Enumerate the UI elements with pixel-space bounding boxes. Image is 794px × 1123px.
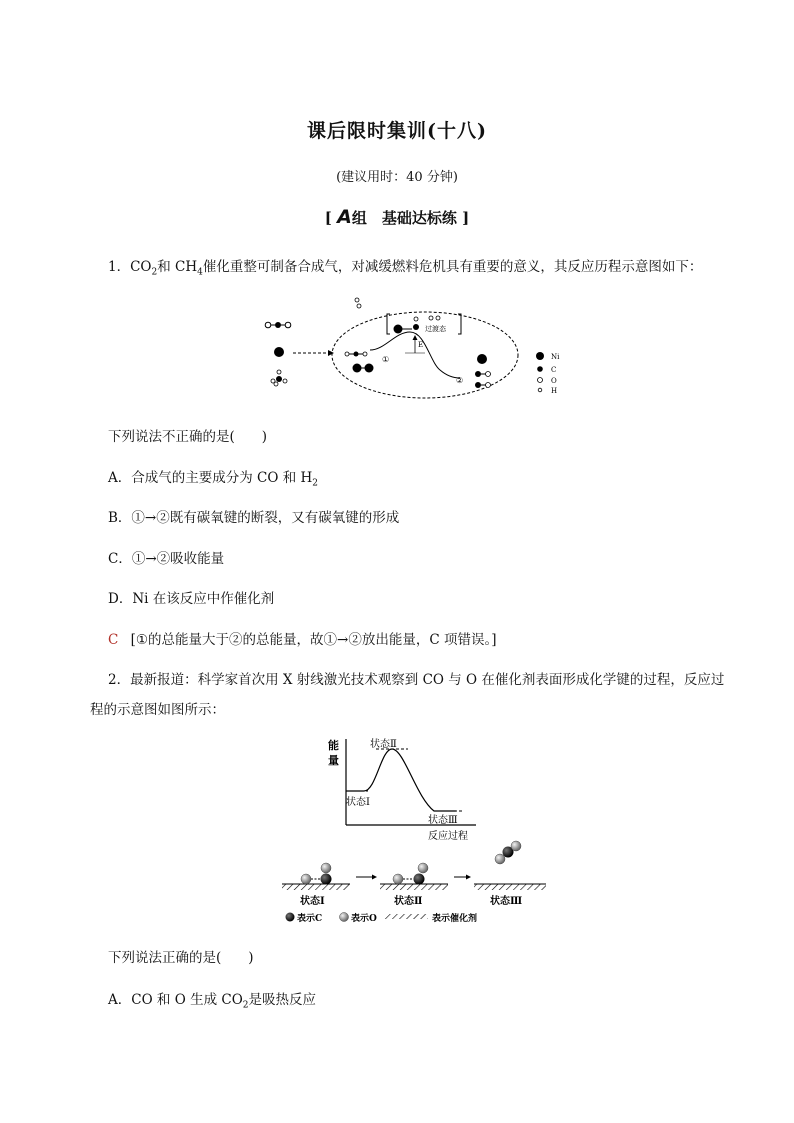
- state-3-label: 状态Ⅲ: [428, 815, 458, 826]
- catalyst-surface-3: [474, 884, 546, 890]
- x-axis-label: 反应过程: [428, 831, 468, 842]
- q1-stem-text: 催化重整可制备合成气，对减缓燃料危机具有重要的意义，其反应历程示意图如下：: [202, 259, 703, 275]
- q2-option-a-text: A．CO 和 O 生成 CO: [108, 992, 243, 1008]
- group-name: 组 基础达标练: [351, 209, 457, 227]
- q2-energy-diagram: [326, 733, 486, 843]
- catalyst-surface-2: [380, 884, 448, 890]
- q1-reaction-diagram: [255, 292, 575, 404]
- q1-prompt: 下列说法不正确的是( ): [108, 429, 268, 445]
- surface-state-1: 状态Ⅰ: [300, 896, 325, 907]
- legend-carbon: 表示C: [297, 914, 323, 924]
- legend-c: C: [551, 366, 557, 374]
- q1-sub-2: 2: [151, 267, 158, 278]
- q2-surface-diagram: [280, 840, 550, 930]
- surface-state-3: 状态Ⅲ: [490, 896, 523, 907]
- ch4-molecule: [271, 370, 287, 386]
- energy-e-label: E: [418, 341, 424, 349]
- co2-molecule: [265, 322, 291, 328]
- state-1-label: 状态Ⅰ: [346, 797, 370, 808]
- q2-option-a: [108, 988, 316, 1018]
- q1-stem: [108, 255, 748, 285]
- group-bracket-close: ]: [462, 209, 470, 227]
- q1-answer-explanation: [①的总能量大于②的总能量，故①→②放出能量，C 项错误。]: [130, 632, 497, 648]
- q2-stem-line2: 程的示意图如图所示：: [90, 702, 225, 718]
- q1-sub-4: 4: [197, 267, 203, 278]
- q1-option-a-sub: 2: [312, 478, 319, 489]
- y-axis-label-2: 量: [328, 754, 339, 767]
- point-1-label: ①: [382, 355, 390, 364]
- q1-option-c: C．①→②吸收能量: [108, 551, 225, 567]
- q1-option-b: B．①→②既有碳氧键的断裂，又有碳氧键的形成: [108, 510, 400, 526]
- legend-ni: Ni: [551, 353, 560, 361]
- state-2-label: 状态Ⅱ: [370, 739, 397, 750]
- surface-state-2: 状态Ⅱ: [394, 896, 423, 907]
- group-letter: A: [337, 206, 352, 228]
- page-title: 课后限时集训(十八): [307, 120, 487, 142]
- ni-atom: [274, 347, 284, 357]
- q1-stem-co: CO: [130, 259, 152, 275]
- q1-legend: [536, 352, 560, 395]
- q1-stem-ch: 和 CH: [157, 259, 198, 275]
- group-bracket-open: [: [324, 209, 332, 227]
- transition-state-label: 过渡态: [425, 325, 446, 333]
- legend-catalyst: 表示催化剂: [432, 914, 478, 924]
- y-axis-label-1: 能: [328, 739, 339, 752]
- catalyst-surface-1: [282, 884, 350, 890]
- legend-h: H: [551, 387, 558, 395]
- q1-option-a-text: A．合成气的主要成分为 CO 和 H: [108, 470, 313, 486]
- legend-o: O: [551, 377, 557, 385]
- q1-answer: [108, 628, 496, 652]
- q2-option-a-tail: 是吸热反应: [248, 992, 317, 1008]
- point-2-label: ②: [456, 376, 464, 385]
- legend-oxygen: 表示O: [351, 914, 377, 924]
- q2-prompt: 下列说法正确的是( ): [108, 950, 254, 966]
- q1-answer-letter: C: [108, 632, 119, 648]
- q2-option-a-sub: 2: [242, 1000, 249, 1011]
- q1-option-a: [108, 466, 318, 496]
- group-heading: [0, 206, 794, 228]
- time-hint: (建议用时：40 分钟): [336, 170, 458, 185]
- q2-stem-line1: 2．最新报道：科学家首次用 X 射线激光技术观察到 CO 与 O 在催化剂表面形成化学键的过程，反应过: [108, 672, 725, 688]
- q1-number: 1．: [108, 259, 131, 275]
- q1-option-d: D．Ni 在该反应中作催化剂: [108, 591, 275, 607]
